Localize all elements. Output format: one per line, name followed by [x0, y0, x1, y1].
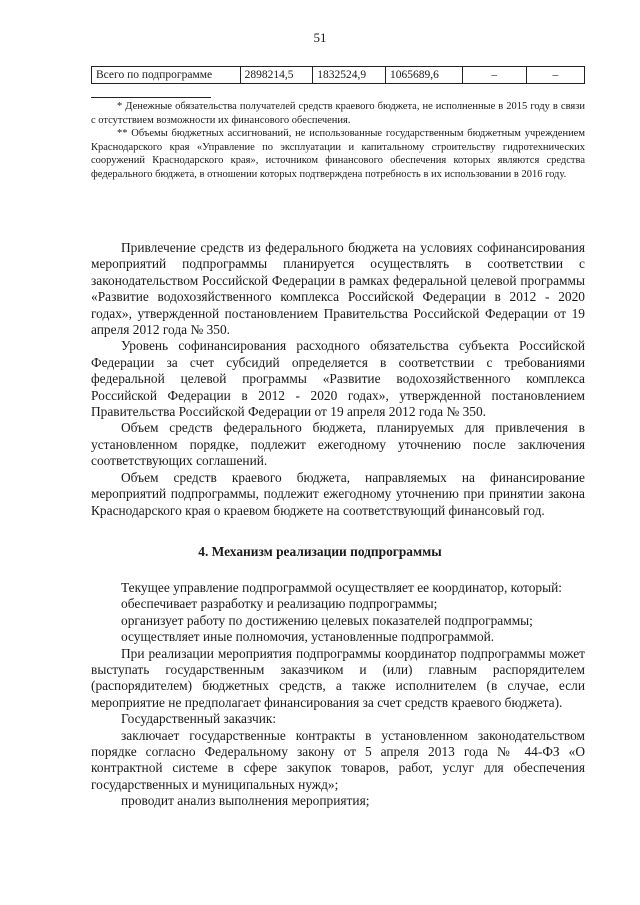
- list-item: проводит анализ выполнения мероприятия;: [121, 793, 370, 809]
- table-cell: 1065689,6: [386, 67, 463, 84]
- page-number: 51: [313, 30, 327, 45]
- footnote-2: ** Объемы бюджетных ассигнований, не использованные государственным бюджетным учреждением Краснодарского края «Управление по эксплуатации и капитальному строительству гидротехнических сооружений Краснодарского края», источником финансового обеспечения которых являются средства федерального бюджета, в отношении которых подтверждена потребность в их использовании в 2016 году.: [91, 128, 585, 180]
- list-item: осуществляет иные полномочия, установленные подпрограммой.: [121, 629, 495, 645]
- paragraph: Государственный заказчик:: [121, 711, 277, 727]
- paragraph: Объем средств федерального бюджета, планируемых для привлечения в установленном порядке, подлежит ежегодному уточнению после заключения соответствующих соглашений.: [91, 420, 585, 469]
- paragraph: Текущее управление подпрограммой осуществляет ее координатор, который:: [121, 580, 562, 595]
- mechanism-section: [91, 580, 585, 810]
- section-heading: 4. Механизм реализации подпрограммы: [198, 544, 442, 559]
- table-cell: 1832524,9: [313, 67, 386, 84]
- paragraph: При реализации мероприятия подпрограммы координатор подпрограммы может выступать государственным заказчиком и (или) главным распорядителем (распорядителем) бюджетных средств, а также исполнителем (в случае, если мероприятие не предполагает финансирования за счет средств краевого бюджета).: [91, 645, 585, 710]
- table-cell: –: [526, 67, 584, 84]
- footnote-1: * Денежные обязательства получателей средств краевого бюджета, не исполненные в 2015 году в связи с отсутствием возможности их финансового обеспечения.: [91, 101, 585, 126]
- summary-table: [91, 66, 585, 84]
- footnote-separator: [91, 97, 211, 98]
- table-row: [92, 67, 585, 84]
- table-cell: 2898214,5: [240, 67, 313, 84]
- list-item: обеспечивает разработку и реализацию подпрограммы;: [121, 596, 438, 612]
- footnotes: [91, 100, 585, 182]
- financing-section: [91, 240, 585, 519]
- paragraph: Уровень софинансирования расходного обязательства субъекта Российской Федерации за счет субсидий определяется в соответствии с требованиями федеральной целевой программы «Развитие водохозяйственного комплекса Российской Федерации в 2012 - 2020 годах», утвержденной постановлением Правительства Российской Федерации от 19 апреля 2012 года № 350.: [91, 338, 585, 420]
- table-cell: –: [462, 67, 526, 84]
- list-item: организует работу по достижению целевых показателей подпрограммы;: [121, 612, 533, 628]
- table-row-label: Всего по подпрограмме: [92, 67, 241, 84]
- paragraph: Объем средств краевого бюджета, направляемых на финансирование мероприятий подпрограммы, подлежит ежегодному уточнению при принятии закона Краснодарского края о краевом бюджете на соответствующий финансовый год.: [91, 469, 585, 518]
- list-item: заключает государственные контракты в установленном законодательством порядке согласно Федеральному закону от 5 апреля 2013 года № 44-ФЗ «О контрактной системе в сфере закупок товаров, работ, услуг для обеспечения государственных и муниципальных нужд»;: [91, 727, 585, 792]
- paragraph: Привлечение средств из федерального бюджета на условиях софинансирования мероприятий подпрограммы планируется осуществлять в соответствии с законодательством Российской Федерации в рамках федеральной целевой программы «Развитие водохозяйственного комплекса Российской Федерации в 2012 - 2020 годах», утвержденной постановлением Правительства Российской Федерации от 19 апреля 2012 года № 350.: [91, 240, 585, 338]
